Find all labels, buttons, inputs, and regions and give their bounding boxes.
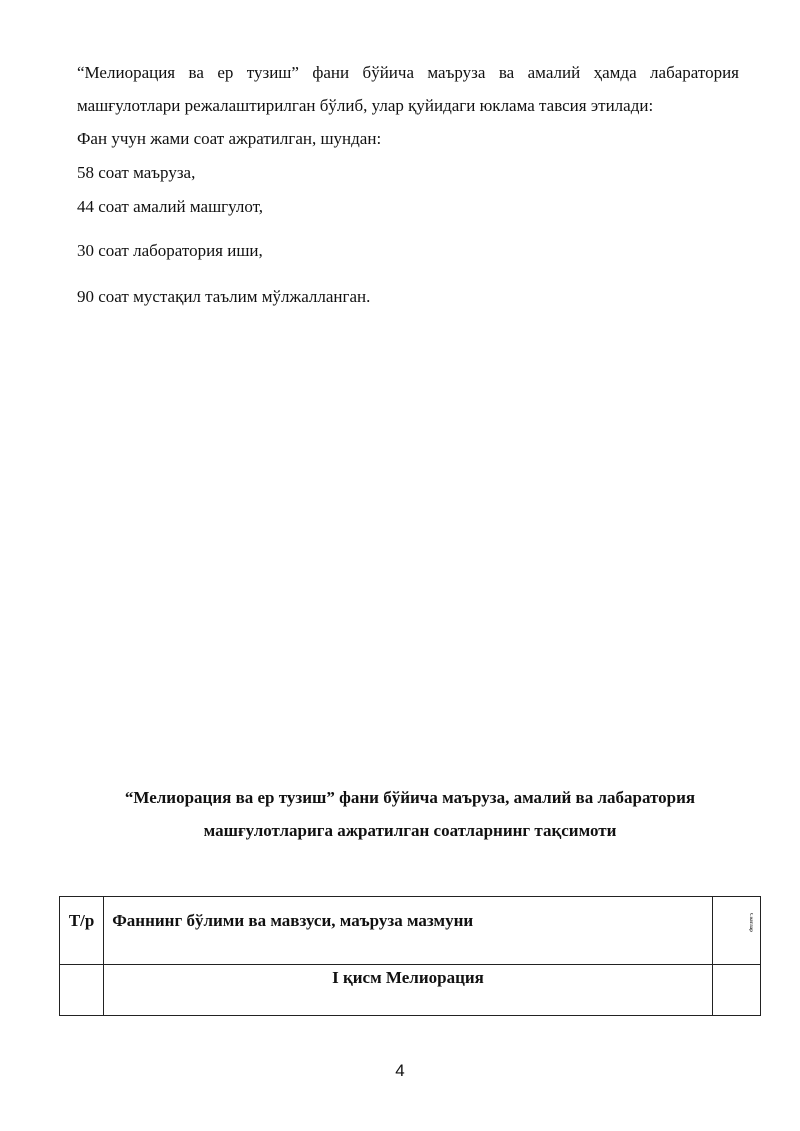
hours-distribution-table (59, 896, 761, 1016)
table-heading-line-2: машғулотларига ажратилган соатларнинг тақсимоти (203, 821, 617, 840)
section-title-cell: I қисм Мелиорация (104, 965, 713, 1016)
row-number-cell (60, 965, 104, 1016)
intro-total-hours: Фан учун жами соат ажратилган, шундан: (77, 129, 382, 148)
table-header-row (60, 897, 761, 965)
column-header-hours (712, 897, 760, 965)
row-hours-cell (712, 965, 760, 1016)
intro-paragraph-line-1: “Мелиорация ва ер тузиш” фани бўйича маъруза ва амалий ҳамда лабаратория (77, 63, 739, 82)
page-number: 4 (395, 1061, 405, 1080)
lecture-hours: 58 соат маъруза, (77, 163, 196, 182)
lab-hours: 30 соат лаборатория иши, (77, 241, 263, 260)
intro-paragraph-line-2: машғулотлари режалаштирилган бўлиб, улар қуйидаги юклама тавсия этилади: (77, 96, 654, 115)
column-header-number: Т/р (60, 897, 104, 965)
independent-study-hours: 90 соат мустақил таълим мўлжалланган. (77, 287, 371, 306)
practical-hours: 44 соат амалий машгулот, (77, 197, 264, 216)
column-header-hours-label: Соатлар (747, 913, 753, 932)
table-heading-line-1: “Мелиорация ва ер тузиш” фани бўйича маъруза, амалий ва лабаратория (124, 788, 696, 807)
table-row (60, 965, 761, 1016)
column-header-topic: Фаннинг бўлими ва мавзуси, маъруза мазмуни (104, 897, 713, 965)
